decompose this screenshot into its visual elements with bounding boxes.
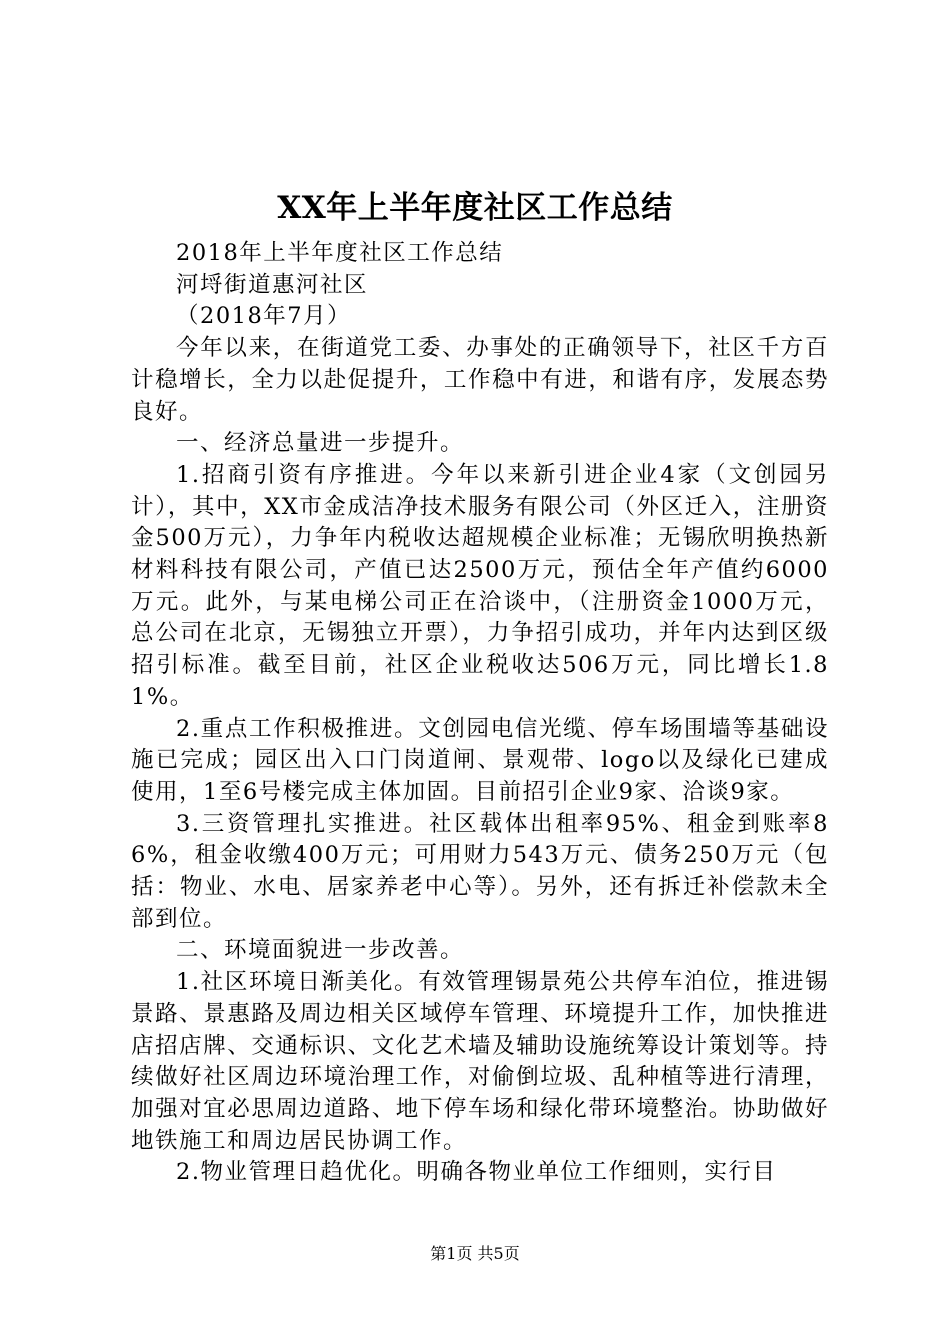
body-paragraph: 1.招商引资有序推进。今年以来新引进企业4家（文创园另计），其中，XX市金成洁净技术服务有限公司（外区迁入，注册资金500万元），力争年内税收达超规模企业标准；无锡欣明换热新材料科技有限公司，产值已达2500万元，预估全年产值约6000万元。此外，与某电梯公司正在洽谈中，（注册资金1000万元，总公司在北京，无锡独立开票），力争招引成功，并年内达到区级招引标准。截至目前，社区企业税收达506万元，同比增长1.81%。 xyxy=(131,461,829,710)
section-heading-economy: 一、经济总量进一步提升。 xyxy=(176,430,465,457)
body-paragraph: 3.三资管理扎实推进。社区载体出租率95%、租金到账率86%，租金收缴400万元；可用财力543万元、债务250万元（包括：物业、水电、居家养老中心等）。另外，还有拆迁补偿款未全部到位。 xyxy=(131,810,829,932)
document-body xyxy=(131,238,829,1189)
subtitle-paragraph: 2018年上半年度社区工作总结 xyxy=(176,240,504,266)
body-paragraph: 1.社区环境日渐美化。有效管理锡景苑公共停车泊位，推进锡景路、景惠路及周边相关区域停车管理、环境提升工作，加快推进店招店牌、交通标识、文化艺术墙及辅助设施统筹设计策划等。持续做好社区周边环境治理工作，对偷倒垃圾、乱种植等进行清理，加强对宜必思周边道路、地下停车场和绿化带环境整治。协助做好地铁施工和周边居民协调工作。 xyxy=(131,969,829,1154)
body-paragraph: 2.物业管理日趋优化。明确各物业单位工作细则，实行目 xyxy=(176,1159,777,1186)
organization-paragraph: 河埒街道惠河社区 xyxy=(176,271,369,298)
intro-paragraph: 今年以来，在街道党工委、办事处的正确领导下，社区千方百计稳增长，全力以赴促提升，工作稳中有进，和谐有序，发展态势良好。 xyxy=(131,335,829,425)
section-heading-environment: 二、环境面貌进一步改善。 xyxy=(176,937,465,964)
page-number-footer: 第1页 共5页 xyxy=(430,1244,520,1263)
body-paragraph: 2.重点工作积极推进。文创园电信光缆、停车场围墙等基础设施已完成；园区出入口门岗道闸、景观带、logo以及绿化已建成使用，1至6号楼完成主体加固。目前招引企业9家、洽谈9家。 xyxy=(131,715,829,805)
date-paragraph: （2018年7月） xyxy=(176,303,352,330)
document-title: XX年上半年度社区工作总结 xyxy=(277,190,673,226)
